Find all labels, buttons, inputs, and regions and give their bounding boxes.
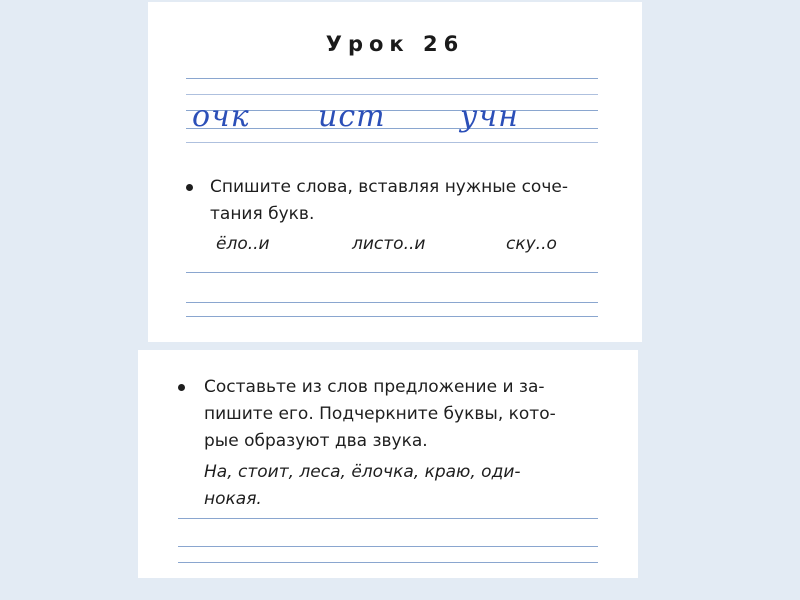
writing-line	[186, 316, 598, 317]
copybook-item: ист	[318, 99, 386, 134]
writing-line	[178, 546, 598, 547]
copybook-rule	[186, 94, 598, 95]
copybook-rule	[186, 78, 598, 79]
task2-words-line1: На, стоит, леса, ёлочка, краю, оди-	[204, 462, 521, 482]
writing-line	[186, 302, 598, 303]
copybook-item: очк	[192, 99, 250, 134]
task2-instruction-line3: рые образуют два звука.	[204, 431, 428, 451]
lesson-title: Урок 26	[325, 32, 465, 56]
writing-line	[178, 562, 598, 563]
task1-word: ёло..и	[216, 234, 270, 254]
task1-word: листо..и	[352, 234, 426, 254]
writing-line	[178, 518, 598, 519]
task2-instruction-line1: Составьте из слов предложение и за-	[204, 377, 545, 397]
task1-instruction-line2: тания букв.	[210, 204, 315, 224]
task1-word: ску..о	[506, 234, 557, 254]
task2-words-line2: нокая.	[204, 489, 262, 509]
copybook-rule	[186, 142, 598, 143]
task-bullet	[178, 384, 185, 391]
task2-instruction-line2: пишите его. Подчеркните буквы, кото-	[204, 404, 556, 424]
worksheet-bottom-card	[138, 350, 638, 578]
copybook-item: учн	[460, 99, 519, 134]
task1-instruction-line1: Спишите слова, вставляя нужные соче-	[210, 177, 568, 197]
worksheet-top-card	[148, 2, 642, 342]
writing-line	[186, 272, 598, 273]
task-bullet	[186, 184, 193, 191]
